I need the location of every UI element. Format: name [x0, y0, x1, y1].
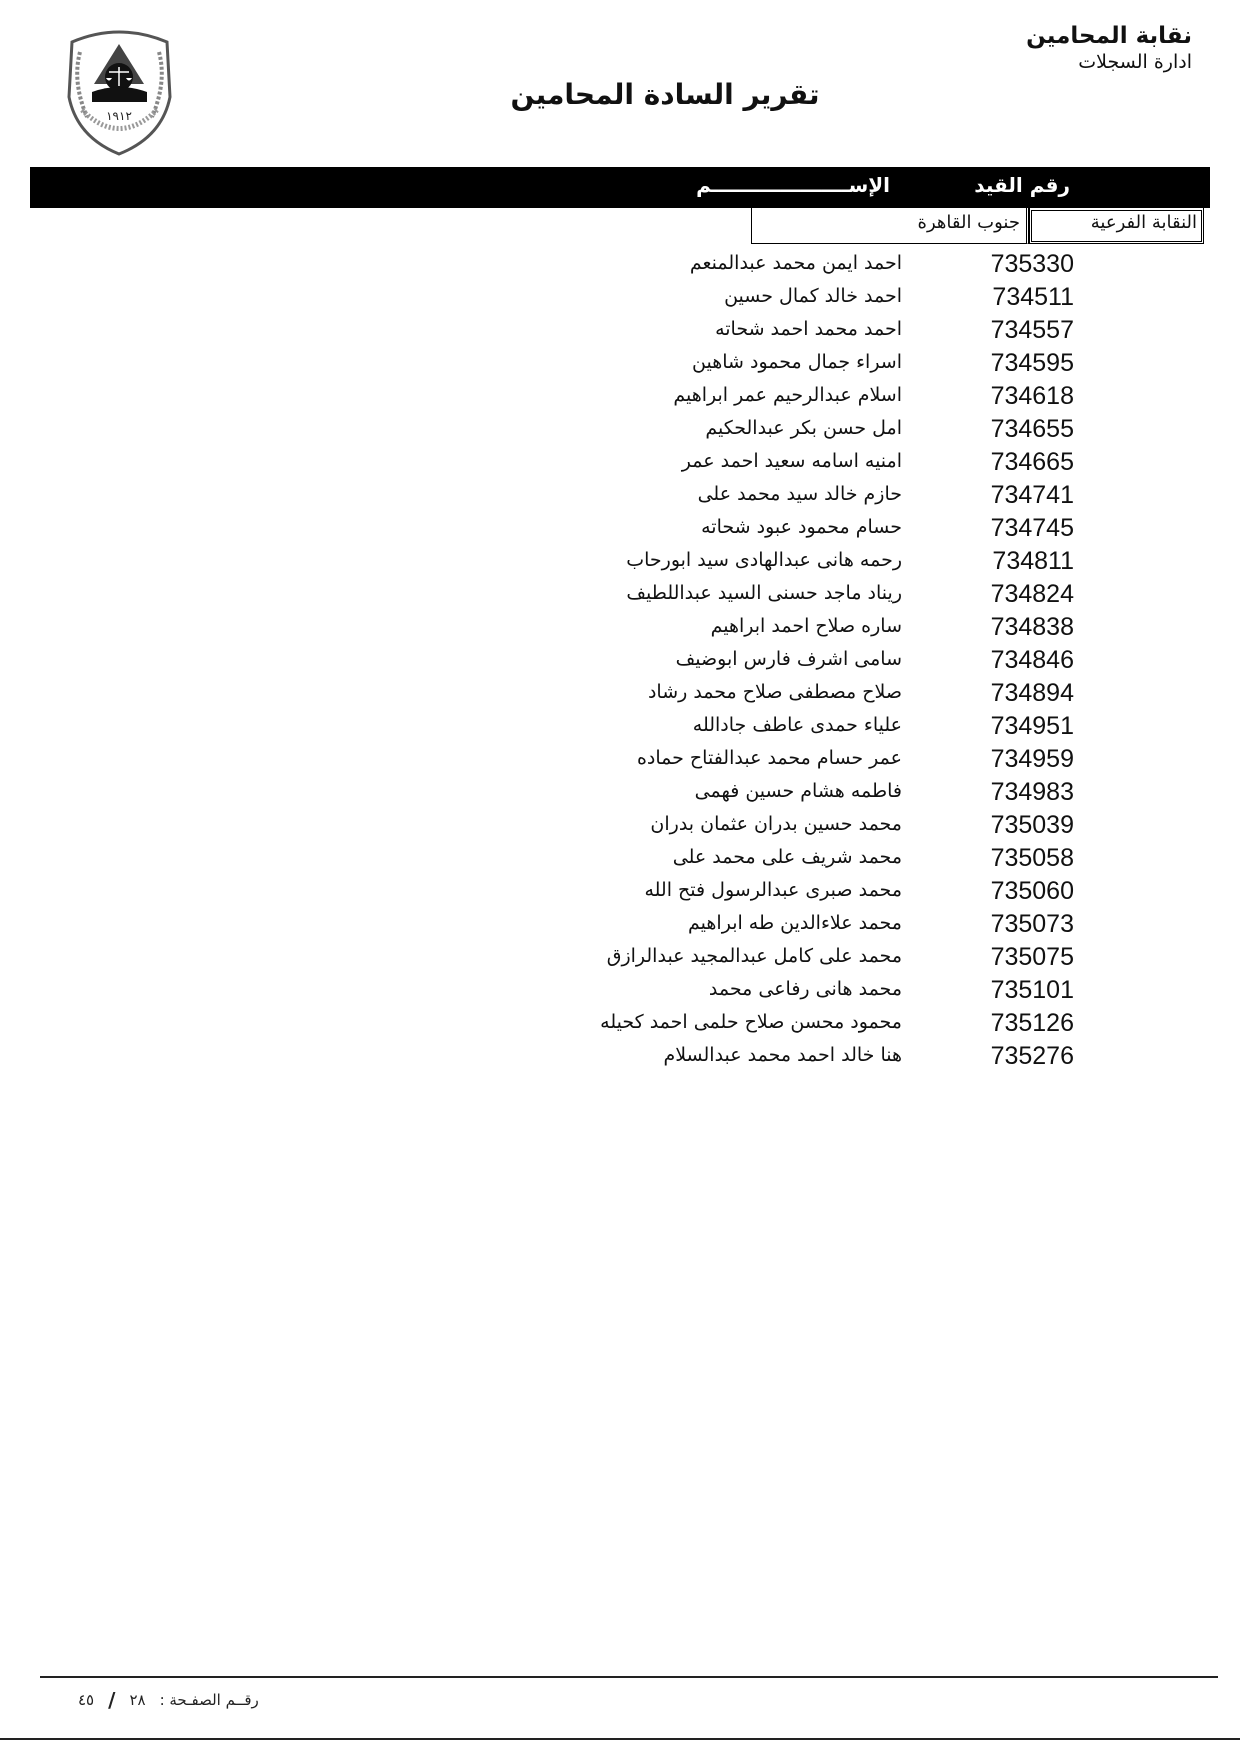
lawyer-name: حازم خالد سيد محمد على	[697, 483, 902, 505]
organization-header	[1026, 22, 1192, 74]
registration-number: 735073	[990, 910, 1074, 938]
table-row	[0, 250, 1240, 283]
table-row	[0, 283, 1240, 316]
lawyer-name: محمود محسن صلاح حلمى احمد كحيله	[600, 1011, 902, 1033]
table-row	[0, 547, 1240, 580]
table-row	[0, 481, 1240, 514]
lawyer-name: اسراء جمال محمود شاهين	[692, 351, 902, 373]
registration-number: 734811	[992, 547, 1074, 575]
registration-number: 734557	[990, 316, 1074, 344]
lawyer-name: محمد علاءالدين طه ابراهيم	[688, 912, 902, 934]
lawyer-name: احمد محمد احمد شحاته	[715, 318, 902, 340]
lawyer-name: ساره صلاح احمد ابراهيم	[710, 615, 902, 637]
table-row	[0, 448, 1240, 481]
branch-value: جنوب القاهرة	[751, 208, 1029, 244]
table-row	[0, 877, 1240, 910]
lawyer-name: حسام محمود عبود شحاته	[701, 516, 902, 538]
page-label: رقــم الصفـحة :	[159, 1691, 259, 1709]
table-row	[0, 514, 1240, 547]
lawyer-name: محمد على كامل عبدالمجيد عبدالرازق	[606, 945, 902, 967]
lawyer-name: امنيه اسامه سعيد احمد عمر	[681, 450, 902, 472]
table-row	[0, 1042, 1240, 1075]
lawyer-name: صلاح مصطفى صلاح محمد رشاد	[647, 681, 902, 703]
table-row	[0, 580, 1240, 613]
registration-number: 734846	[990, 646, 1074, 674]
page-separator: /	[108, 1688, 116, 1712]
department-name: ادارة السجلات	[1078, 51, 1192, 73]
page-bottom-border	[0, 1738, 1240, 1740]
table-row	[0, 349, 1240, 382]
footer-divider	[40, 1676, 1218, 1678]
lawyer-name: محمد شريف على محمد على	[672, 846, 902, 868]
registration-number: 734741	[990, 481, 1074, 509]
registration-number: 734959	[990, 745, 1074, 773]
column-header-name: الإســــــــــــــــــــم	[696, 173, 890, 197]
table-row	[0, 844, 1240, 877]
table-row	[0, 778, 1240, 811]
lawyer-name: احمد ايمن محمد عبدالمنعم	[689, 252, 902, 274]
registration-number: 734665	[990, 448, 1074, 476]
column-header-id: رقم القيد	[974, 173, 1070, 197]
lawyer-name: محمد هانى رفاعى محمد	[708, 978, 902, 1000]
registration-number: 734983	[990, 778, 1074, 806]
table-row	[0, 976, 1240, 1009]
svg-text:١٩١٢: ١٩١٢	[106, 109, 132, 123]
lawyer-name: محمد حسين بدران عثمان بدران	[650, 813, 902, 835]
registration-number: 734745	[990, 514, 1074, 542]
registration-number: 734951	[990, 712, 1074, 740]
table-row	[0, 811, 1240, 844]
registration-number: 734595	[990, 349, 1074, 377]
report-title: تقرير السادة المحامين	[510, 78, 820, 111]
table-row	[0, 943, 1240, 976]
lawyer-name: فاطمه هشام حسين فهمى	[694, 780, 902, 802]
registration-number: 735330	[990, 250, 1074, 278]
table-row	[0, 382, 1240, 415]
registration-number: 735276	[990, 1042, 1074, 1070]
lawyer-name: علياء حمدى عاطف جادالله	[692, 714, 902, 736]
registration-number: 734618	[990, 382, 1074, 410]
table-row	[0, 1009, 1240, 1042]
table-row	[0, 316, 1240, 349]
table-row	[0, 745, 1240, 778]
lawyer-name: عمر حسام محمد عبدالفتاح حماده	[636, 747, 902, 769]
current-page: ٢٨	[129, 1691, 146, 1709]
organization-name: نقابة المحامين	[1026, 23, 1192, 49]
registration-number: 735039	[990, 811, 1074, 839]
table-header	[30, 167, 1210, 208]
table-row	[0, 646, 1240, 679]
registration-number: 734824	[990, 580, 1074, 608]
lawyer-name: محمد صبرى عبدالرسول فتح الله	[644, 879, 902, 901]
page-number	[78, 1688, 259, 1712]
table-row	[0, 679, 1240, 712]
lawyer-name: سامى اشرف فارس ابوضيف	[675, 648, 902, 670]
lawyer-name: هنا خالد احمد محمد عبدالسلام	[663, 1044, 902, 1066]
registration-number: 734838	[990, 613, 1074, 641]
lawyer-name: امل حسن بكر عبدالحكيم	[705, 417, 902, 439]
total-pages: ٤٥	[78, 1691, 95, 1709]
table-row	[0, 910, 1240, 943]
registration-number: 735126	[990, 1009, 1074, 1037]
branch-label: النقابة الفرعية	[1029, 208, 1204, 244]
lawyer-name: ريناد ماجد حسنى السيد عبداللطيف	[626, 582, 902, 604]
registration-number: 735058	[990, 844, 1074, 872]
branch-filter	[751, 208, 1204, 244]
registration-number: 735075	[990, 943, 1074, 971]
table-row	[0, 712, 1240, 745]
lawyer-name: رحمه هانى عبدالهادى سيد ابورحاب	[626, 549, 902, 571]
registration-number: 734894	[990, 679, 1074, 707]
lawyer-name: احمد خالد كمال حسين	[724, 285, 902, 307]
table-row	[0, 415, 1240, 448]
registration-number: 735060	[990, 877, 1074, 905]
registration-number: 735101	[990, 976, 1074, 1004]
registration-number: 734655	[990, 415, 1074, 443]
registration-number: 734511	[992, 283, 1074, 311]
lawyer-name: اسلام عبدالرحيم عمر ابراهيم	[673, 384, 902, 406]
table-row	[0, 613, 1240, 646]
